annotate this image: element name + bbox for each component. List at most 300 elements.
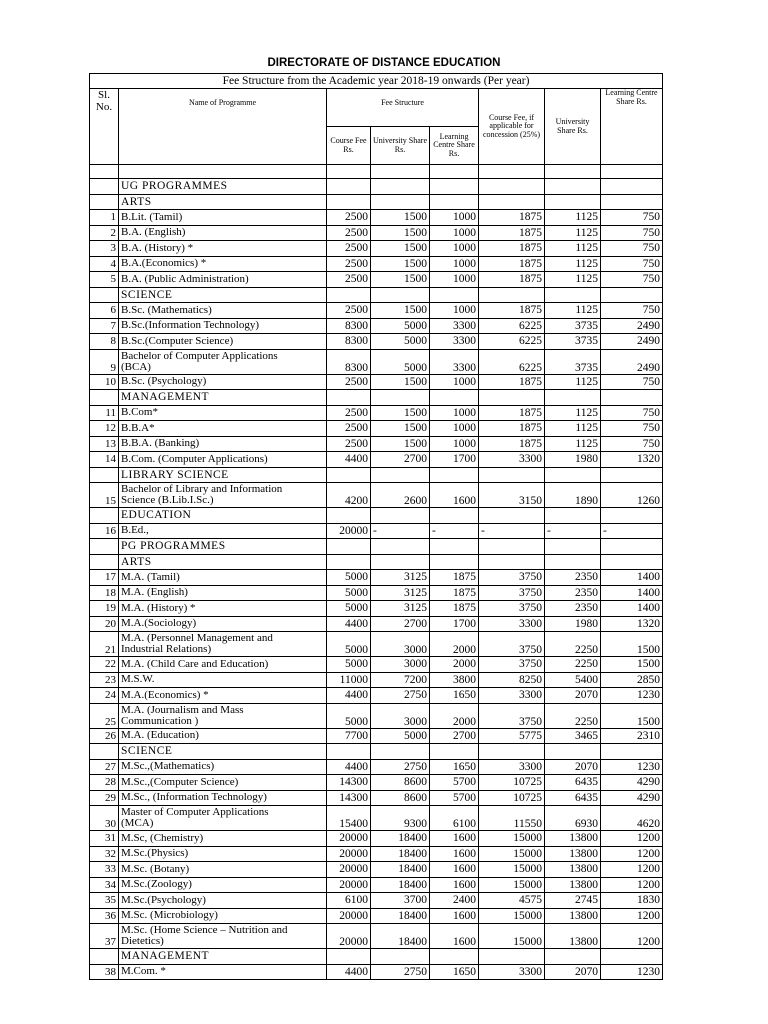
sl-no-cell: 31	[90, 831, 119, 847]
lc-share-concession-cell: 1200	[601, 831, 663, 847]
table-row	[90, 405, 663, 421]
sl-no-cell: 11	[90, 405, 119, 421]
course-fee-cell: 20000	[327, 877, 371, 893]
section-label: SCIENCE	[119, 744, 327, 760]
empty-cell	[430, 390, 479, 406]
empty-cell	[545, 554, 601, 570]
university-share-concession-cell: 2070	[545, 759, 601, 775]
sl-no-cell: 5	[90, 272, 119, 288]
university-share-cell: 5000	[371, 728, 430, 744]
table-row	[90, 225, 663, 241]
programme-name-cell: M.Sc.(Psychology)	[119, 893, 327, 909]
lc-share-concession-cell: 750	[601, 303, 663, 319]
university-share-cell: 18400	[371, 862, 430, 878]
university-share-cell: 18400	[371, 924, 430, 949]
section-label: PG PROGRAMMES	[119, 539, 327, 555]
programme-name-line: (MCA)	[121, 817, 154, 829]
university-share-concession-cell: 1980	[545, 452, 601, 468]
empty-cell	[371, 287, 430, 303]
course-fee-cell: 2500	[327, 210, 371, 226]
programme-name-line: Science (B.Lib.I.Sc.)	[121, 494, 214, 506]
university-share-cell: 3700	[371, 893, 430, 909]
empty-cell	[371, 508, 430, 524]
section-row	[90, 467, 663, 483]
lc-share-cell: 1000	[430, 210, 479, 226]
lc-share-cell: 2400	[430, 893, 479, 909]
lc-share-cell: 5700	[430, 775, 479, 791]
concession-fee-cell: 6225	[479, 318, 545, 334]
university-share-concession-cell: 2250	[545, 657, 601, 673]
section-row	[90, 539, 663, 555]
concession-fee-cell: 6225	[479, 334, 545, 350]
header-course-fee: Course Fee Rs.	[327, 127, 371, 165]
sl-no-cell: 25	[90, 703, 119, 728]
table-row	[90, 349, 663, 374]
programme-name-cell: M.Sc. (Botany)	[119, 862, 327, 878]
university-share-cell: 3000	[371, 657, 430, 673]
lc-share-concession-cell: 4620	[601, 806, 663, 831]
sl-no-cell: 18	[90, 585, 119, 601]
university-share-concession-cell: 3735	[545, 349, 601, 374]
lc-share-concession-cell: 1200	[601, 924, 663, 949]
lc-share-concession-cell: 1230	[601, 688, 663, 704]
sl-no-cell: 16	[90, 523, 119, 539]
lc-share-concession-cell: 750	[601, 225, 663, 241]
programme-name-cell: M.Sc., (Information Technology)	[119, 790, 327, 806]
sl-no-cell: 21	[90, 632, 119, 657]
sl-no-cell: 33	[90, 862, 119, 878]
university-share-cell: 1500	[371, 256, 430, 272]
university-share-concession-cell: 1125	[545, 303, 601, 319]
empty-cell	[545, 539, 601, 555]
lc-share-cell: 1000	[430, 436, 479, 452]
course-fee-cell: 20000	[327, 523, 371, 539]
table-row	[90, 334, 663, 350]
table-row	[90, 272, 663, 288]
university-share-concession-cell: 2070	[545, 688, 601, 704]
programme-name-cell: M.A. (Education)	[119, 728, 327, 744]
lc-share-concession-cell: 2490	[601, 318, 663, 334]
lc-share-concession-cell: 1200	[601, 846, 663, 862]
lc-share-concession-cell: 750	[601, 210, 663, 226]
lc-share-concession-cell: 1400	[601, 585, 663, 601]
programme-name-cell: B.Lit. (Tamil)	[119, 210, 327, 226]
course-fee-cell: 8300	[327, 318, 371, 334]
sl-no-cell: 1	[90, 210, 119, 226]
sl-no-cell: 32	[90, 846, 119, 862]
sl-no-cell: 19	[90, 601, 119, 617]
course-fee-cell: 20000	[327, 846, 371, 862]
section-row	[90, 554, 663, 570]
programme-name-line: Dietetics)	[121, 935, 164, 947]
university-share-cell: 2700	[371, 616, 430, 632]
table-row	[90, 703, 663, 728]
university-share-cell: 2600	[371, 483, 430, 508]
concession-fee-cell: 10725	[479, 790, 545, 806]
university-share-cell: 18400	[371, 846, 430, 862]
university-share-cell: 7200	[371, 672, 430, 688]
empty-cell	[430, 539, 479, 555]
programme-name-cell: B.Com. (Computer Applications)	[119, 452, 327, 468]
course-fee-cell: 20000	[327, 862, 371, 878]
course-fee-cell: 8300	[327, 349, 371, 374]
university-share-concession-cell: 13800	[545, 862, 601, 878]
concession-fee-cell: 5775	[479, 728, 545, 744]
empty-cell	[430, 744, 479, 760]
university-share-cell: 1500	[371, 272, 430, 288]
lc-share-cell: -	[430, 523, 479, 539]
concession-fee-cell: 1875	[479, 241, 545, 257]
section-row	[90, 390, 663, 406]
university-share-concession-cell: 13800	[545, 831, 601, 847]
empty-cell	[601, 194, 663, 210]
programme-name-cell: B.A.(Economics) *	[119, 256, 327, 272]
sl-no-cell: 15	[90, 483, 119, 508]
concession-fee-cell: 3750	[479, 585, 545, 601]
programme-name-cell: M.Sc.(Zoology)	[119, 877, 327, 893]
university-share-concession-cell: 1125	[545, 272, 601, 288]
sl-no-cell: 34	[90, 877, 119, 893]
lc-share-concession-cell: 1230	[601, 759, 663, 775]
empty-cell	[545, 194, 601, 210]
university-share-concession-cell: 13800	[545, 924, 601, 949]
lc-share-cell: 1600	[430, 846, 479, 862]
empty-cell	[371, 390, 430, 406]
concession-fee-cell: 6225	[479, 349, 545, 374]
empty-cell	[545, 165, 601, 179]
programme-name-cell: M.A. (Child Care and Education)	[119, 657, 327, 673]
header-university-share-concession: University Share Rs.	[545, 89, 601, 165]
course-fee-cell: 5000	[327, 632, 371, 657]
table-row	[90, 806, 663, 831]
lc-share-cell: 1600	[430, 908, 479, 924]
programme-name-cell: M.S.W.	[119, 672, 327, 688]
section-label: EDUCATION	[119, 508, 327, 524]
empty-cell	[90, 165, 119, 179]
lc-share-cell: 1875	[430, 585, 479, 601]
empty-cell	[327, 390, 371, 406]
university-share-cell: 8600	[371, 790, 430, 806]
course-fee-cell: 6100	[327, 893, 371, 909]
lc-share-cell: 1700	[430, 452, 479, 468]
empty-cell	[430, 554, 479, 570]
lc-share-concession-cell: 750	[601, 272, 663, 288]
programme-name-cell: M.A. (Tamil)	[119, 570, 327, 586]
table-row	[90, 570, 663, 586]
section-row	[90, 508, 663, 524]
table-row	[90, 728, 663, 744]
sl-no-cell: 23	[90, 672, 119, 688]
university-share-cell: 1500	[371, 241, 430, 257]
programme-name-cell: B.B.A. (Banking)	[119, 436, 327, 452]
programme-name-cell: B.Sc. (Psychology)	[119, 374, 327, 390]
programme-name-line: Communication )	[121, 714, 199, 727]
programme-name-cell	[119, 632, 327, 657]
university-share-concession-cell: 6435	[545, 775, 601, 791]
empty-cell	[327, 539, 371, 555]
sl-no-cell: 35	[90, 893, 119, 909]
table-body	[90, 179, 663, 980]
empty-cell	[601, 744, 663, 760]
empty-cell	[479, 390, 545, 406]
empty-cell	[545, 390, 601, 406]
course-fee-cell: 7700	[327, 728, 371, 744]
section-row	[90, 194, 663, 210]
course-fee-cell: 20000	[327, 924, 371, 949]
concession-fee-cell: 1875	[479, 256, 545, 272]
lc-share-cell: 2000	[430, 632, 479, 657]
empty-cell	[545, 287, 601, 303]
empty-cell	[90, 554, 119, 570]
lc-share-cell: 1650	[430, 964, 479, 980]
table-row	[90, 374, 663, 390]
empty-cell	[545, 508, 601, 524]
programme-name-cell	[119, 483, 327, 508]
empty-cell	[327, 287, 371, 303]
lc-share-concession-cell: 4290	[601, 790, 663, 806]
lc-share-cell: 1000	[430, 241, 479, 257]
table-row	[90, 632, 663, 657]
table-row	[90, 318, 663, 334]
table-row	[90, 616, 663, 632]
table-row	[90, 924, 663, 949]
empty-cell	[601, 508, 663, 524]
concession-fee-cell: 1875	[479, 210, 545, 226]
empty-cell	[371, 744, 430, 760]
university-share-concession-cell: 3735	[545, 318, 601, 334]
table-row	[90, 601, 663, 617]
lc-share-cell: 3800	[430, 672, 479, 688]
programme-name-line: Master of Computer Applications	[121, 806, 269, 818]
sl-no-cell: 14	[90, 452, 119, 468]
empty-cell	[430, 508, 479, 524]
programme-name-cell	[119, 806, 327, 831]
lc-share-cell: 1650	[430, 688, 479, 704]
university-share-cell: 2750	[371, 688, 430, 704]
sl-no-cell: 37	[90, 924, 119, 949]
empty-cell	[430, 949, 479, 965]
empty-cell	[371, 194, 430, 210]
lc-share-concession-cell: 1830	[601, 893, 663, 909]
empty-cell	[90, 179, 119, 195]
lc-share-cell: 1875	[430, 570, 479, 586]
course-fee-cell: 14300	[327, 775, 371, 791]
course-fee-cell: 5000	[327, 703, 371, 728]
table-row	[90, 846, 663, 862]
concession-fee-cell: 1875	[479, 374, 545, 390]
table-row	[90, 877, 663, 893]
empty-cell	[327, 165, 371, 179]
empty-cell	[327, 179, 371, 195]
programme-name-cell: B.A. (Public Administration)	[119, 272, 327, 288]
empty-cell	[479, 287, 545, 303]
empty-cell	[90, 508, 119, 524]
university-share-cell: 3125	[371, 570, 430, 586]
university-share-cell: 3125	[371, 601, 430, 617]
sl-no-cell: 4	[90, 256, 119, 272]
empty-cell	[327, 949, 371, 965]
university-share-concession-cell: 2745	[545, 893, 601, 909]
lc-share-cell: 1600	[430, 924, 479, 949]
document-heading: DIRECTORATE OF DISTANCE EDUCATION	[267, 57, 501, 69]
empty-cell	[327, 744, 371, 760]
programme-name-cell: B.Sc. (Mathematics)	[119, 303, 327, 319]
lc-share-cell: 3300	[430, 334, 479, 350]
sl-no-cell: 24	[90, 688, 119, 704]
sl-no-cell: 20	[90, 616, 119, 632]
university-share-concession-cell: 1125	[545, 225, 601, 241]
course-fee-cell: 11000	[327, 672, 371, 688]
lc-share-cell: 1600	[430, 877, 479, 893]
empty-cell	[327, 554, 371, 570]
programme-name-cell: B.B.A*	[119, 421, 327, 437]
empty-cell	[601, 554, 663, 570]
lc-share-cell: 2000	[430, 703, 479, 728]
section-label: LIBRARY SCIENCE	[119, 467, 327, 483]
programme-name-cell: B.Sc.(Information Technology)	[119, 318, 327, 334]
empty-cell	[601, 165, 663, 179]
empty-cell	[601, 949, 663, 965]
programme-name-cell	[119, 349, 327, 374]
lc-share-concession-cell: 2490	[601, 334, 663, 350]
section-label: MANAGEMENT	[119, 949, 327, 965]
course-fee-cell: 5000	[327, 585, 371, 601]
university-share-concession-cell: 2350	[545, 570, 601, 586]
concession-fee-cell: 3750	[479, 657, 545, 673]
empty-cell	[430, 179, 479, 195]
concession-fee-cell: 1875	[479, 303, 545, 319]
university-share-concession-cell: 1125	[545, 210, 601, 226]
table-row	[90, 790, 663, 806]
course-fee-cell: 4200	[327, 483, 371, 508]
university-share-concession-cell: 2250	[545, 632, 601, 657]
lc-share-cell: 3300	[430, 318, 479, 334]
university-share-concession-cell: 1125	[545, 374, 601, 390]
lc-share-cell: 3300	[430, 349, 479, 374]
lc-share-concession-cell: 1320	[601, 616, 663, 632]
programme-name-cell: B.Com*	[119, 405, 327, 421]
table-row	[90, 759, 663, 775]
university-share-concession-cell: 1125	[545, 256, 601, 272]
empty-cell	[327, 467, 371, 483]
empty-cell	[371, 554, 430, 570]
university-share-cell: 1500	[371, 405, 430, 421]
empty-cell	[90, 287, 119, 303]
concession-fee-cell: 15000	[479, 877, 545, 893]
concession-fee-cell: 4575	[479, 893, 545, 909]
concession-fee-cell: 15000	[479, 846, 545, 862]
course-fee-cell: 4400	[327, 688, 371, 704]
course-fee-cell: 20000	[327, 831, 371, 847]
concession-fee-cell: 3300	[479, 452, 545, 468]
lc-share-concession-cell: -	[601, 523, 663, 539]
empty-cell	[430, 165, 479, 179]
programme-name-line: (BCA)	[121, 360, 151, 373]
header-fee-structure: Fee Structure	[327, 89, 479, 127]
programme-name-cell: M.A.(Sociology)	[119, 616, 327, 632]
section-row	[90, 179, 663, 195]
course-fee-cell: 2500	[327, 421, 371, 437]
course-fee-cell: 15400	[327, 806, 371, 831]
empty-cell	[601, 390, 663, 406]
lc-share-cell: 1700	[430, 616, 479, 632]
programme-name-cell: M.Com. *	[119, 964, 327, 980]
university-share-concession-cell: 2070	[545, 964, 601, 980]
lc-share-concession-cell: 2310	[601, 728, 663, 744]
table-row	[90, 964, 663, 980]
university-share-cell: 18400	[371, 908, 430, 924]
lc-share-cell: 1000	[430, 225, 479, 241]
university-share-cell: 2750	[371, 759, 430, 775]
section-label: UG PROGRAMMES	[119, 179, 327, 195]
empty-cell	[90, 390, 119, 406]
header-lc-share-concession: Learning Centre Share Rs.	[601, 89, 663, 165]
course-fee-cell: 4400	[327, 964, 371, 980]
empty-cell	[430, 467, 479, 483]
sl-no-cell: 13	[90, 436, 119, 452]
lc-share-concession-cell: 750	[601, 241, 663, 257]
concession-fee-cell: -	[479, 523, 545, 539]
lc-share-cell: 6100	[430, 806, 479, 831]
university-share-cell: -	[371, 523, 430, 539]
programme-name-line: M.A. (Journalism and Mass	[121, 703, 244, 716]
course-fee-cell: 4400	[327, 759, 371, 775]
sl-no-cell: 28	[90, 775, 119, 791]
sl-no-cell: 7	[90, 318, 119, 334]
sl-no-cell: 36	[90, 908, 119, 924]
lc-share-cell: 1600	[430, 831, 479, 847]
lc-share-cell: 1875	[430, 601, 479, 617]
lc-share-cell: 1600	[430, 483, 479, 508]
table-row	[90, 688, 663, 704]
empty-cell	[479, 508, 545, 524]
lc-share-cell: 1650	[430, 759, 479, 775]
university-share-cell: 1500	[371, 210, 430, 226]
course-fee-cell: 2500	[327, 272, 371, 288]
programme-name-cell: M.A. (English)	[119, 585, 327, 601]
university-share-concession-cell: 3465	[545, 728, 601, 744]
table-row	[90, 657, 663, 673]
sl-no-cell: 2	[90, 225, 119, 241]
empty-cell	[479, 194, 545, 210]
section-label: SCIENCE	[119, 287, 327, 303]
concession-fee-cell: 3750	[479, 703, 545, 728]
table-row	[90, 421, 663, 437]
university-share-cell: 18400	[371, 877, 430, 893]
empty-cell	[479, 179, 545, 195]
university-share-concession-cell: 2350	[545, 601, 601, 617]
empty-cell	[430, 194, 479, 210]
empty-cell	[601, 467, 663, 483]
lc-share-concession-cell: 1200	[601, 877, 663, 893]
programme-name-cell: B.A. (History) *	[119, 241, 327, 257]
course-fee-cell: 2500	[327, 436, 371, 452]
programme-name-line: Industrial Relations)	[121, 643, 212, 655]
table-row	[90, 303, 663, 319]
header-programme: Name of Programme	[119, 89, 327, 165]
concession-fee-cell: 3300	[479, 688, 545, 704]
lc-share-concession-cell: 2490	[601, 349, 663, 374]
empty-cell	[327, 194, 371, 210]
sl-no-cell: 38	[90, 964, 119, 980]
lc-share-concession-cell: 2850	[601, 672, 663, 688]
empty-cell	[601, 179, 663, 195]
empty-cell	[371, 949, 430, 965]
university-share-concession-cell: 1125	[545, 241, 601, 257]
sl-no-cell: 26	[90, 728, 119, 744]
table-row	[90, 523, 663, 539]
course-fee-cell: 4400	[327, 616, 371, 632]
